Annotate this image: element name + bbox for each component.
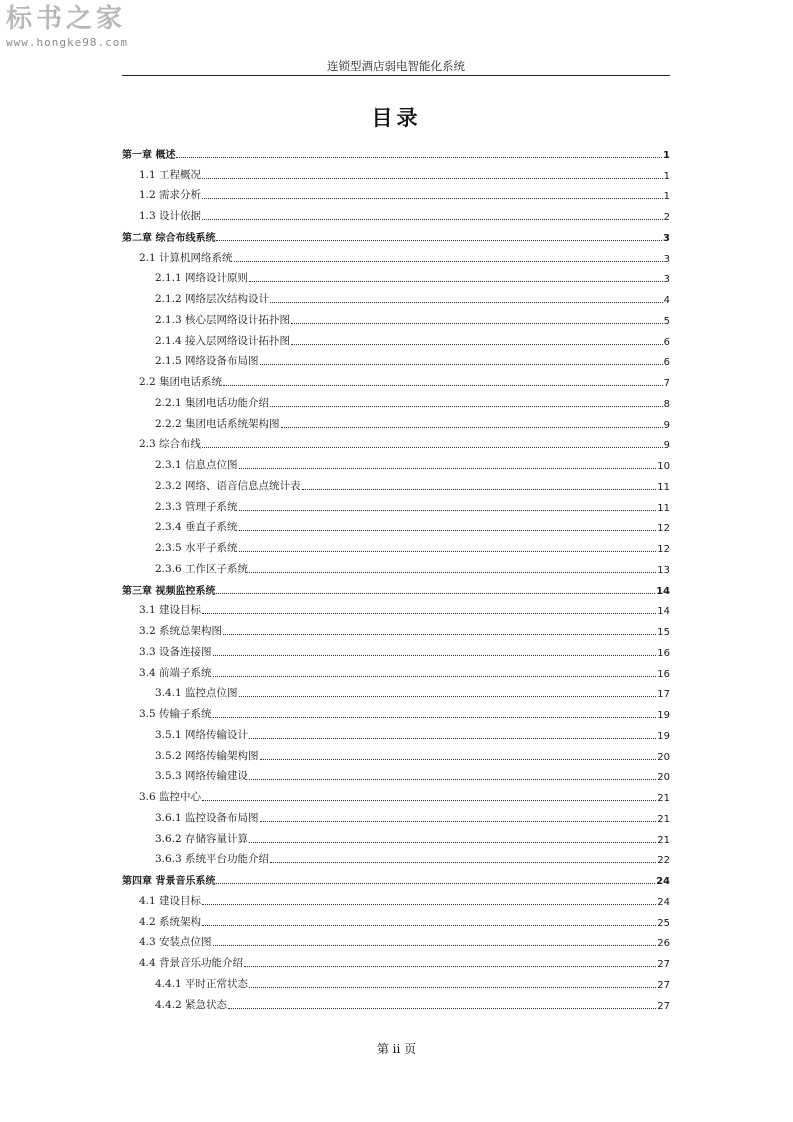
- toc-entry[interactable]: [122, 368, 670, 389]
- toc-entry-page: 1: [663, 170, 670, 182]
- toc-entry[interactable]: [122, 617, 670, 638]
- toc-entry-label: 4.4.2 紧急状态: [155, 998, 228, 1011]
- toc-entry-page: 3: [663, 232, 670, 244]
- toc-entry[interactable]: [122, 306, 670, 327]
- toc-entry-page: 15: [657, 627, 670, 638]
- toc-entry-label: 2.3.5 水平子系统: [155, 542, 238, 554]
- toc-dot-leader: [223, 634, 656, 635]
- toc-entry[interactable]: [122, 472, 670, 493]
- toc-entry-label: 3.4 前端子系统: [139, 666, 212, 679]
- toc-entry-label: 3.5 传输子系统: [139, 708, 212, 720]
- toc-entry-label: 4.1 建设目标: [139, 894, 202, 907]
- toc-entry[interactable]: [122, 161, 670, 182]
- toc-entry[interactable]: [122, 659, 670, 680]
- toc-dot-leader: [216, 883, 655, 884]
- toc-entry-page: 9: [663, 440, 670, 452]
- toc-entry-label: 2.3.2 网络、语音信息点统计表: [155, 479, 301, 492]
- toc-entry[interactable]: [122, 825, 670, 846]
- toc-entry[interactable]: [122, 970, 670, 991]
- toc-entry-page: 7: [663, 378, 670, 389]
- toc-dot-leader: [249, 842, 656, 843]
- toc-entry-page: 13: [657, 564, 670, 576]
- toc-entry-page: 24: [657, 896, 670, 908]
- watermark-title: 标书之家: [6, 4, 127, 34]
- toc-entry-label: 3.6.1 监控设备布局图: [155, 811, 259, 824]
- toc-entry[interactable]: [122, 493, 670, 514]
- toc-entry[interactable]: [122, 244, 670, 265]
- toc-entry[interactable]: [122, 514, 670, 535]
- toc-entry-label: 2.3.3 管理子系统: [155, 500, 238, 513]
- toc-entry-page: 16: [657, 668, 670, 680]
- toc-entry-label: 3.4.1 监控点位图: [155, 687, 238, 700]
- toc-entry-page: 21: [657, 793, 670, 804]
- toc-entry-page: 24: [656, 876, 670, 887]
- toc-entry-label: 2.1.1 网络设计原则: [155, 272, 249, 285]
- toc-entry-label: 3.5.3 网络传输建设: [155, 770, 249, 783]
- toc-dot-leader: [291, 323, 663, 324]
- toc-dot-leader: [202, 904, 656, 905]
- toc-entry-label: 4.3 安装点位图: [139, 936, 212, 949]
- toc-dot-leader: [239, 696, 657, 697]
- toc-entry-page: 11: [657, 502, 670, 514]
- toc-entry[interactable]: [122, 680, 670, 701]
- toc-dot-leader: [202, 800, 656, 801]
- toc-entry-page: 25: [657, 917, 670, 929]
- toc-entry[interactable]: [122, 202, 670, 223]
- toc-dot-leader: [202, 613, 656, 614]
- toc-entry-page: 6: [663, 336, 670, 348]
- toc-entry-label: 第二章 综合布线系统: [122, 232, 216, 244]
- watermark-logo: [6, 4, 166, 49]
- toc-entry-page: 5: [663, 315, 670, 327]
- toc-entry-label: 3.6.2 存储容量计算: [155, 832, 249, 845]
- toc-entry-page: 27: [657, 959, 670, 970]
- toc-entry-page: 11: [657, 481, 670, 493]
- toc-entry-label: 3.5.1 网络传输设计: [155, 728, 249, 741]
- toc-entry-label: 2.3.4 垂直子系统: [155, 521, 238, 534]
- toc-dot-leader: [302, 489, 657, 490]
- toc-entry[interactable]: [122, 638, 670, 659]
- toc-entry-page: 20: [657, 751, 670, 763]
- toc-entry-label: 3.2 系统总架构图: [139, 625, 223, 637]
- toc-dot-leader: [291, 344, 663, 345]
- toc-entry[interactable]: [122, 285, 670, 306]
- toc-dot-leader: [223, 385, 663, 386]
- toc-dot-leader: [234, 261, 663, 262]
- toc-entry-page: 21: [657, 813, 670, 825]
- toc-entry-page: 20: [657, 772, 670, 784]
- toc-entry-page: 4: [663, 295, 670, 306]
- toc-entry-page: 8: [663, 398, 670, 410]
- toc-dot-leader: [270, 406, 663, 407]
- toc-dot-leader: [202, 219, 663, 220]
- toc-entry[interactable]: [122, 348, 670, 369]
- toc-entry-label: 2.1.5 网络设备布局图: [155, 355, 259, 368]
- toc-dot-leader: [213, 655, 657, 656]
- toc-entry-page: 2: [663, 212, 670, 223]
- toc-dot-leader: [216, 240, 662, 241]
- toc-entry[interactable]: [122, 597, 670, 618]
- toc-entry-page: 16: [657, 647, 670, 659]
- toc-dot-leader: [228, 1008, 656, 1009]
- toc-entry[interactable]: [122, 555, 670, 576]
- toc-entry-page: 21: [657, 834, 670, 846]
- toc-entry-page: 27: [657, 979, 670, 991]
- toc-entry-page: 12: [657, 544, 670, 555]
- header-rule: [122, 75, 670, 76]
- toc-entry-page: 22: [657, 855, 670, 867]
- toc-entry[interactable]: [122, 431, 670, 452]
- toc-entry[interactable]: [122, 140, 670, 161]
- toc-entry[interactable]: [122, 991, 670, 1012]
- toc-dot-leader: [249, 281, 663, 282]
- toc-entry[interactable]: [122, 534, 670, 555]
- toc-dot-leader: [216, 593, 655, 594]
- toc-entry-label: 2.2 集团电话系统: [139, 376, 223, 388]
- toc-entry[interactable]: [122, 265, 670, 286]
- toc-entry-label: 第三章 视频监控系统: [122, 585, 216, 597]
- toc-entry[interactable]: [122, 182, 670, 203]
- toc-entry-page: 12: [657, 523, 670, 535]
- table-of-contents: [122, 140, 670, 1012]
- toc-entry-page: 17: [657, 689, 670, 701]
- toc-dot-leader: [239, 551, 657, 552]
- toc-dot-leader: [249, 987, 656, 988]
- toc-entry[interactable]: [122, 700, 670, 721]
- toc-entry-page: 6: [663, 357, 670, 369]
- toc-entry[interactable]: [122, 763, 670, 784]
- toc-dot-leader: [239, 530, 657, 531]
- toc-entry-label: 第一章 概述: [122, 149, 176, 161]
- toc-dot-leader: [213, 945, 657, 946]
- toc-entry-label: 3.5.2 网络传输架构图: [155, 749, 259, 762]
- toc-dot-leader: [213, 676, 657, 677]
- toc-entry-label: 3.1 建设目标: [139, 604, 202, 617]
- toc-entry-label: 3.6 监控中心: [139, 791, 202, 803]
- toc-entry-label: 4.4 背景音乐功能介绍: [139, 957, 244, 969]
- toc-entry-page: 3: [663, 274, 670, 286]
- toc-entry-label: 2.3.6 工作区子系统: [155, 562, 249, 575]
- toc-entry-page: 1: [663, 191, 670, 203]
- toc-entry-page: 1: [663, 149, 670, 161]
- toc-entry-page: 19: [657, 710, 670, 721]
- toc-entry-label: 2.1 计算机网络系统: [139, 251, 233, 264]
- toc-entry-page: 9: [663, 419, 670, 431]
- toc-entry-label: 第四章 背景音乐系统: [122, 876, 216, 887]
- toc-dot-leader: [249, 738, 656, 739]
- toc-title: 目录: [371, 106, 422, 130]
- toc-entry-label: 2.3 综合布线: [139, 438, 202, 451]
- toc-dot-leader: [260, 364, 663, 365]
- toc-entry[interactable]: [122, 742, 670, 763]
- toc-dot-leader: [239, 510, 657, 511]
- toc-entry-label: 2.1.2 网络层次结构设计: [155, 293, 270, 305]
- toc-dot-leader: [260, 821, 657, 822]
- toc-entry[interactable]: [122, 846, 670, 867]
- toc-entry-page: 19: [657, 730, 670, 742]
- toc-entry-label: 2.1.4 接入层网络设计拓扑图: [155, 334, 291, 347]
- running-header: 连锁型酒店弱电智能化系统: [327, 59, 465, 73]
- toc-dot-leader: [260, 759, 657, 760]
- toc-entry[interactable]: [122, 451, 670, 472]
- toc-entry-page: 14: [656, 585, 670, 597]
- toc-entry-label: 4.2 系统架构: [139, 915, 202, 928]
- toc-entry[interactable]: [122, 929, 670, 950]
- toc-dot-leader: [270, 302, 663, 303]
- toc-dot-leader: [249, 779, 656, 780]
- toc-entry-label: 3.6.3 系统平台功能介绍: [155, 853, 270, 866]
- toc-dot-leader: [270, 862, 656, 863]
- toc-entry[interactable]: [122, 223, 670, 244]
- toc-entry[interactable]: [122, 721, 670, 742]
- toc-dot-leader: [176, 157, 662, 158]
- toc-entry[interactable]: [122, 866, 670, 887]
- toc-dot-leader: [202, 925, 656, 926]
- toc-entry[interactable]: [122, 389, 670, 410]
- toc-entry-page: 3: [663, 253, 670, 265]
- toc-entry[interactable]: [122, 576, 670, 597]
- toc-dot-leader: [213, 717, 657, 718]
- toc-entry[interactable]: [122, 410, 670, 431]
- toc-entry-page: 27: [657, 1000, 670, 1012]
- toc-dot-leader: [244, 966, 656, 967]
- toc-dot-leader: [239, 468, 657, 469]
- toc-entry-label: 2.3.1 信息点位图: [155, 459, 238, 471]
- toc-entry[interactable]: [122, 908, 670, 929]
- toc-dot-leader: [202, 198, 663, 199]
- toc-entry-label: 3.3 设备连接图: [139, 645, 212, 658]
- toc-entry[interactable]: [122, 949, 670, 970]
- watermark-url: www.hongke98.com: [6, 36, 128, 49]
- toc-entry-page: 26: [657, 938, 670, 950]
- toc-entry-label: 1.3 设计依据: [139, 210, 202, 222]
- toc-entry-page: 14: [657, 606, 670, 618]
- toc-dot-leader: [202, 447, 663, 448]
- toc-dot-leader: [281, 427, 663, 428]
- toc-entry-label: 2.2.2 集团电话系统架构图: [155, 417, 280, 430]
- toc-entry[interactable]: [122, 804, 670, 825]
- toc-entry-label: 1.1 工程概况: [139, 168, 202, 181]
- toc-entry-label: 2.1.3 核心层网络设计拓扑图: [155, 313, 291, 326]
- toc-dot-leader: [202, 178, 663, 179]
- toc-entry-label: 2.2.1 集团电话功能介绍: [155, 396, 270, 409]
- toc-dot-leader: [249, 572, 656, 573]
- toc-entry[interactable]: [122, 887, 670, 908]
- toc-entry[interactable]: [122, 783, 670, 804]
- toc-entry-label: 4.4.1 平时正常状态: [155, 977, 249, 990]
- toc-entry-page: 10: [657, 461, 670, 472]
- toc-entry[interactable]: [122, 327, 670, 348]
- toc-entry-label: 1.2 需求分析: [139, 189, 202, 202]
- page-footer: 第 ii 页: [376, 1042, 417, 1056]
